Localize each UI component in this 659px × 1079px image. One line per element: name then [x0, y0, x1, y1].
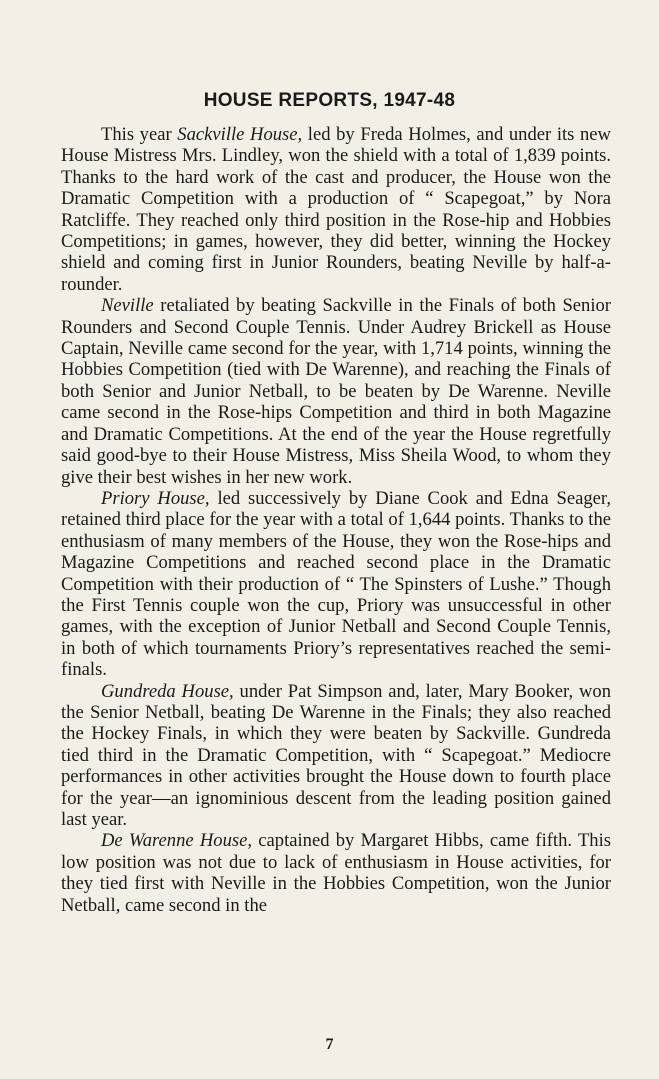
house-name-sackville: Sackville House, [177, 124, 303, 145]
house-name-gundreda: Gundreda House, [101, 680, 234, 702]
paragraph-lead: This year [101, 124, 178, 145]
page-number: 7 [325, 1036, 334, 1053]
house-name-neville: Neville [101, 295, 154, 317]
paragraph-neville [61, 295, 611, 488]
paragraph-text: led by Freda Holmes, and under its new House Mistress Mrs. Lindley, won the shield with a total of 1,839 points. Thanks to the hard work of the cast and producer, the House won the Dramatic Competition with a production of “ Scapegoat,” by Nora Ratcliffe. They reached only third position in the Rose-hip and Hobbies Competitions; in games, however, they did better, winning the Hockey shield and coming first in Junior Rounders, beating Neville by half-a-rounder. [61, 124, 611, 295]
paragraph-text: under Pat Simpson and, later, Mary Booker, won the Senior Netball, beating De Warenne in the Finals; they also reached the Hockey Finals, in which they were beaten by Sackville. Gundreda tied third in the Dramatic Competition, with “ Scapegoat.” Mediocre performances in other activities brought the House down to fourth place for the year—an ignominious descent from the leading position gained last year. [61, 680, 611, 830]
paragraph-priory [61, 488, 611, 681]
paragraph-text: retaliated by beating Sackville in the Finals of both Senior Rounders and Second Couple Tennis. Under Audrey Brickell as House Captain, Neville came second for the year, with 1,714 points, winning the Hobbies Competition (tied with De Warenne), and reaching the Finals of both Senior and Junior Netball, to be beaten by De Warenne. Neville came second in the Rose-hips Competition and third in both Magazine and Dramatic Competitions. At the end of the year the House regretfully said good-bye to their House Mistress, Miss Sheila Wood, to whom they give their best wishes in her new work. [61, 295, 611, 488]
house-name-de-warenne: De Warenne House, [101, 830, 253, 852]
paragraph-text: captained by Margaret Hibbs, came fifth. This low position was not due to lack of enthusiasm in House activities, for they tied first with Neville in the Hobbies Competition, won the Junior Netball, came second in the [61, 830, 611, 916]
paragraph-de-warenne [61, 830, 611, 916]
page-title: HOUSE REPORTS, 1947-48 [203, 90, 456, 111]
house-name-priory: Priory House, [101, 487, 210, 509]
paragraph-sackville [61, 124, 611, 295]
paragraph-text: led successively by Diane Cook and Edna Seager, retained third place for the year with a total of 1,644 points. Thanks to the enthusiasm of many members of the House, they won the Rose-hips and Magazine Competitions and reached second place in the Dramatic Competition with their production of “ The Spinsters of Lushe.” Though the First Tennis couple won the cup, Priory was unsuccessful in other games, with the exception of Junior Netball and Second Couple Tennis, in both of which tournaments Priory’s representatives reached the semi-finals. [61, 487, 611, 681]
paragraph-gundreda [61, 681, 611, 831]
report-body [61, 124, 611, 916]
